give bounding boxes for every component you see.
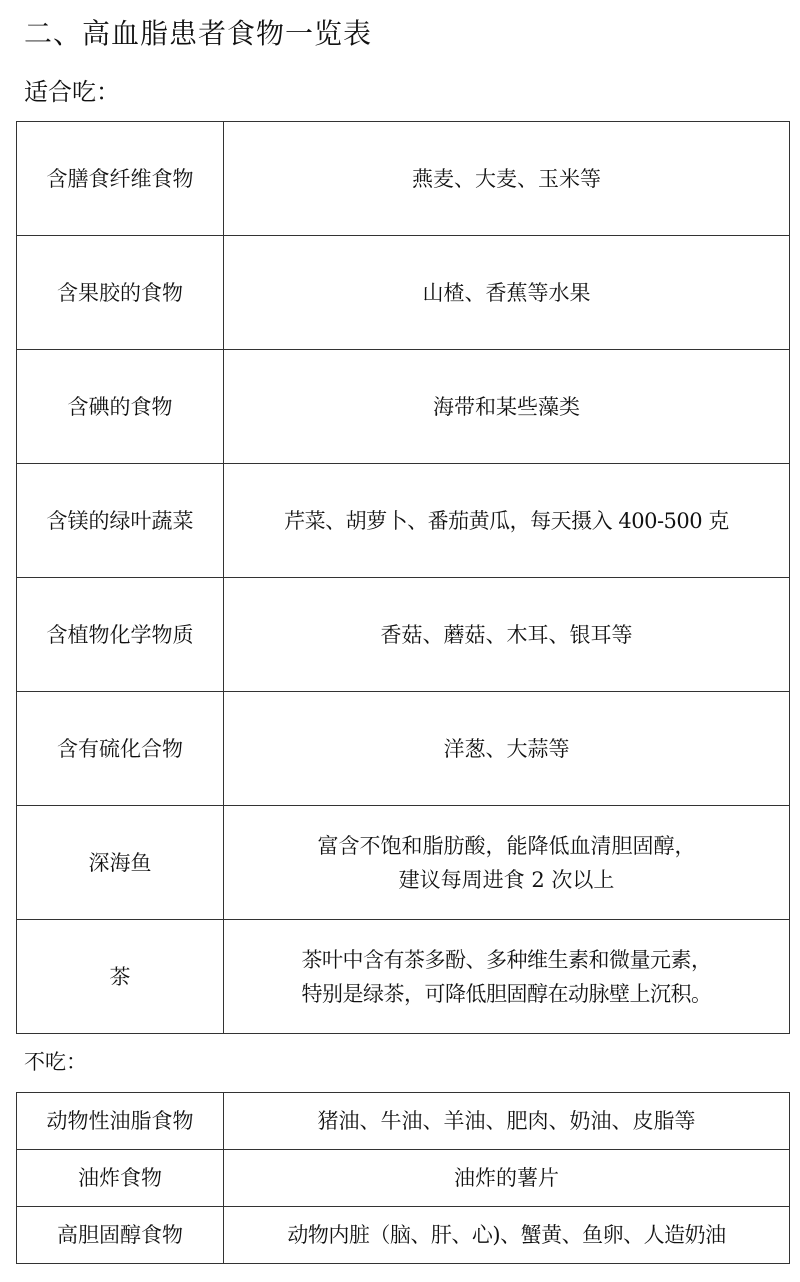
table-row — [17, 578, 790, 692]
food-description — [224, 578, 790, 692]
avoid-foods-table — [16, 1092, 790, 1264]
description-line: 建议每周进食 2 次以上 — [398, 867, 615, 892]
description-line: 芹菜、胡萝卜、番茄黄瓜，每天摄入 400-500 克 — [284, 508, 729, 533]
food-category: 含碘的食物 — [17, 350, 224, 464]
food-description — [224, 464, 790, 578]
food-category: 含植物化学物质 — [17, 578, 224, 692]
description-line: 燕麦、大麦、玉米等 — [412, 166, 601, 191]
description-line: 茶叶中含有茶多酚、多种维生素和微量元素， — [301, 947, 712, 972]
description-line: 洋葱、大蒜等 — [443, 736, 570, 761]
food-category: 高胆固醇食物 — [17, 1207, 224, 1264]
food-category: 含果胶的食物 — [17, 236, 224, 350]
table-row — [17, 236, 790, 350]
table-row — [17, 122, 790, 236]
table-row — [17, 350, 790, 464]
food-description — [224, 692, 790, 806]
table-row — [17, 1207, 790, 1264]
table-row — [17, 464, 790, 578]
description-line: 山楂、香蕉等水果 — [422, 280, 591, 305]
food-description — [224, 920, 790, 1034]
description-line: 猪油、牛油、羊油、肥肉、奶油、皮脂等 — [317, 1109, 696, 1133]
description-line: 油炸的薯片 — [454, 1166, 559, 1190]
description-line: 富含不饱和脂肪酸，能降低血清胆固醇， — [317, 833, 696, 858]
food-description — [224, 1093, 790, 1150]
description-line: 海带和某些藻类 — [433, 394, 580, 419]
description-line: 香菇、蘑菇、木耳、银耳等 — [380, 622, 633, 647]
avoid-foods-label: 不吃： — [24, 1050, 87, 1074]
food-description — [224, 122, 790, 236]
food-category: 含膳食纤维食物 — [17, 122, 224, 236]
table-row — [17, 920, 790, 1034]
food-description — [224, 350, 790, 464]
table-row — [17, 692, 790, 806]
food-category: 动物性油脂食物 — [17, 1093, 224, 1150]
food-category: 油炸食物 — [17, 1150, 224, 1207]
food-category: 茶 — [17, 920, 224, 1034]
food-description — [224, 1207, 790, 1264]
document-title: 二、高血脂患者食物一览表 — [24, 17, 373, 50]
table-row — [17, 806, 790, 920]
table-row — [17, 1150, 790, 1207]
food-description — [224, 806, 790, 920]
food-category: 深海鱼 — [17, 806, 224, 920]
food-description — [224, 236, 790, 350]
table-row — [17, 1093, 790, 1150]
food-category: 含有硫化合物 — [17, 692, 224, 806]
food-description — [224, 1150, 790, 1207]
suitable-foods-table — [16, 121, 790, 1034]
suitable-foods-label: 适合吃： — [24, 78, 120, 106]
description-line: 特别是绿茶，可降低胆固醇在动脉壁上沉积。 — [301, 981, 712, 1006]
food-category: 含镁的绿叶蔬菜 — [17, 464, 224, 578]
description-line: 动物内脏（脑、肝、心)、蟹黄、鱼卵、人造奶油 — [287, 1223, 726, 1247]
